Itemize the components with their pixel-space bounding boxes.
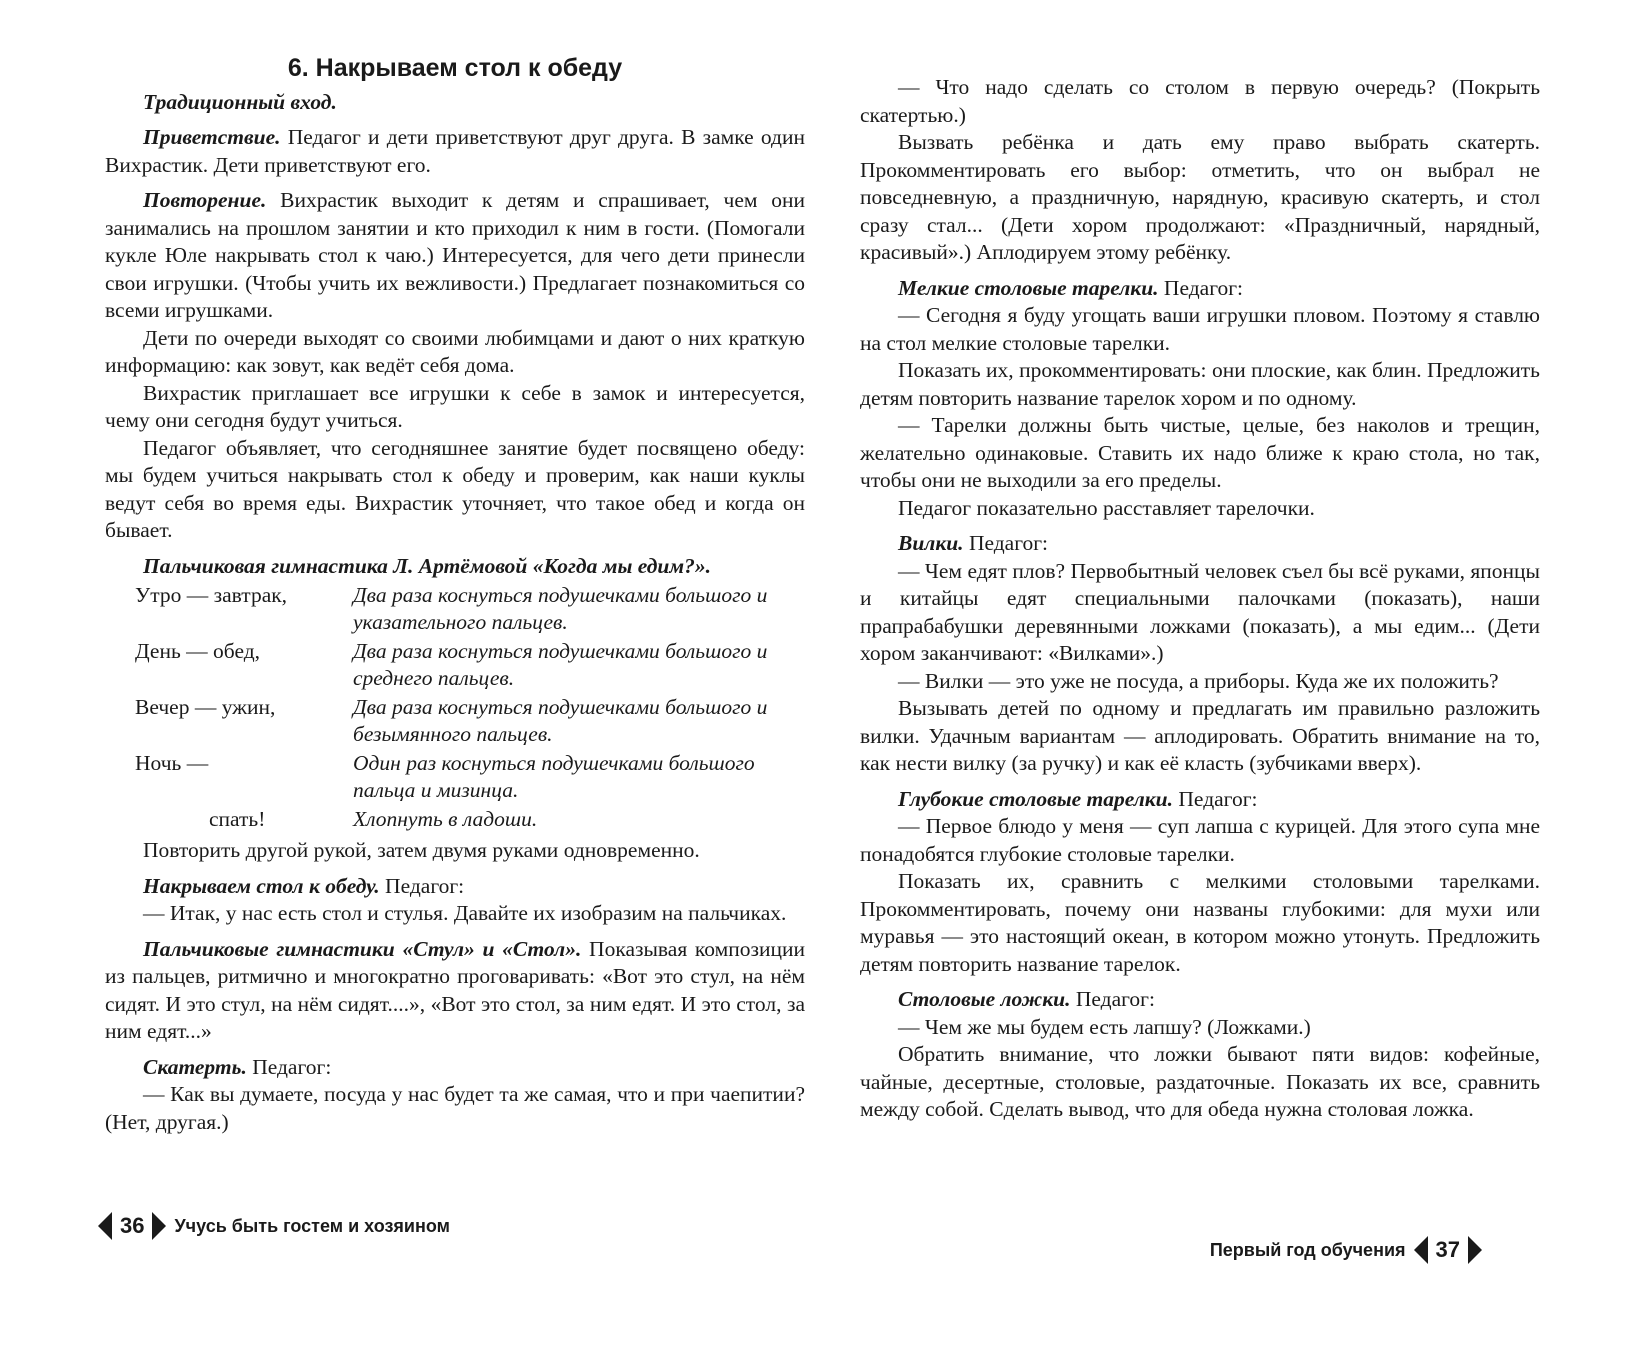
- paragraph-spoons: [860, 986, 1540, 1014]
- page-number: 37: [1435, 1237, 1460, 1262]
- deep-plates-text: Педагог:: [1173, 786, 1258, 811]
- gym-row: [135, 750, 805, 806]
- gym-row-label: Вечер — ужин,: [135, 695, 276, 719]
- gym-row: [135, 582, 805, 638]
- paragraph-lesson-topic: Педагог объявляет, что сегодняшнее занятие будет посвящено обеду: мы будем учиться накрывать стол к обеду и проверим, как наши куклы ведут себя во время еды. Вихрастик уточняет, что такое обед и когда он бывает.: [105, 435, 805, 542]
- deep-plates-lead: Глубокие столовые тарелки.: [898, 786, 1174, 811]
- right-page-body: [860, 74, 1540, 1124]
- gym-row-action: Два раза коснуться подушечками большого и безымянного пальцев.: [353, 695, 768, 746]
- tablecloth-lead: Скатерть.: [143, 1054, 247, 1079]
- paragraph-arrange-forks: Вызывать детей по одному и предлагать им правильно разложить вилки. Удачным вариантам — аплодировать. Обратить внимание на то, как нести вилку (за ручку) и как её класть (зубчиками вверх).: [860, 696, 1540, 775]
- left-page-footer: [98, 1212, 458, 1240]
- paragraph-pilaf: — Сегодня я буду угощать ваши игрушки пловом. Поэтому я ставлю на стол мелкие столовые тарелки.: [860, 303, 1540, 355]
- spoons-lead: Столовые ложки.: [898, 987, 1071, 1011]
- page-number: 36: [120, 1213, 145, 1238]
- left-page-body: [105, 52, 805, 1136]
- running-title: Первый год обучения: [1209, 1239, 1406, 1260]
- finger-gymnastics-table: [135, 582, 805, 835]
- greeting-text: Педагог и дети приветствуют друг друга. В замке один Вихрастик. Дети приветствуют его.: [105, 125, 805, 177]
- gym-row-action: Два раза коснуться подушечками большого и указательного пальцев.: [353, 583, 768, 634]
- paragraph-eat-noodles: — Чем же мы будем есть лапшу? (Ложками.): [898, 1014, 1311, 1039]
- gym-row: [135, 694, 805, 750]
- paragraph-forks: [860, 530, 1540, 558]
- greeting-lead: Приветствие.: [143, 125, 281, 149]
- running-title: Учусь быть гостем и хозяином: [174, 1215, 450, 1236]
- repetition-text: Вихрастик выходит к детям и спрашивает, чем они занимались на прошлом занятии и кто приходил к ним в гости. (Помогали кукле Юле накрывать стол к чаю.) Интересуется, для чего дети принесли свои игрушки. (Чтобы учить их вежливости.) Предлагает познакомиться со всеми игрушками.: [105, 188, 805, 322]
- gym-row-action: Два раза коснуться подушечками большого и среднего пальцев.: [353, 639, 768, 690]
- paragraph-soup: — Первое блюдо у меня — суп лапша с курицей. Для этого супа мне понадобятся глубокие столовые тарелки.: [860, 814, 1540, 866]
- triangle-right-icon: [152, 1212, 166, 1240]
- gym-row-label: Ночь —: [135, 751, 209, 775]
- gym-row-action: Один раз коснуться подушечками большого пальца и мизинца.: [353, 751, 755, 802]
- paragraph-traditional-entry: Традиционный вход.: [143, 89, 337, 114]
- paragraph-table-chairs: — Итак, у нас есть стол и стулья. Давайте их изобразим на пальчиках.: [143, 901, 787, 925]
- paragraph-spoon-types: Обратить внимание, что ложки бывают пяти видов: кофейные, чайные, десертные, столовые, раздаточные. Показать их все, сравнить между собой. Сделать вывод, что для обеда нужна столовая ложка.: [860, 1042, 1540, 1121]
- paragraph-dishes-question: — Как вы думаете, посуда у нас будет та же самая, что и при чаепитии? (Нет, другая.): [105, 1082, 805, 1134]
- forks-lead: Вилки.: [898, 531, 964, 555]
- triangle-left-icon: [1414, 1236, 1428, 1264]
- flat-plates-lead: Мелкие столовые тарелки.: [898, 275, 1159, 300]
- forks-text: Педагог:: [963, 531, 1049, 555]
- section-title: 6. Накрываем стол к обеду: [287, 54, 623, 82]
- right-page-footer: [1202, 1236, 1482, 1264]
- gym-row-label: Утро — завтрак,: [135, 583, 288, 607]
- paragraph-deep-plates: [860, 786, 1540, 814]
- gym-row-label: День — обед,: [135, 639, 261, 663]
- gym-row: [135, 806, 805, 835]
- paragraph-first-thing: — Что надо сделать со столом в первую очередь? (Покрыть скатертью.): [860, 75, 1540, 127]
- paragraph-arranges-plates: Педагог показательно расставляет тарелочки.: [898, 495, 1315, 520]
- paragraph-set-table: [105, 873, 805, 901]
- paragraph-invite: Вихрастик приглашает все игрушки к себе в замок и интересуется, чему они сегодня будут учиться.: [105, 380, 805, 432]
- chair-table-gym-lead: Пальчиковые гимнастики «Стул» и «Стол».: [143, 936, 582, 961]
- paragraph-eat-pilaf: — Чем едят плов? Первобытный человек съел бы всё руками, японцы и китайцы едят специальными палочками (показать), наши прапрабабушки деревянными ложками (показать), а мы едим... (Дети хором заканчивают: «Вилками».): [860, 558, 1540, 665]
- paragraph-greeting: [105, 124, 805, 179]
- spoons-text: Педагог:: [1070, 987, 1155, 1011]
- paragraph-toys-info: Дети по очереди выходят со своими любимцами и дают о них краткую информацию: как зовут, как ведёт себя дома.: [105, 325, 805, 377]
- paragraph-show-plates: Показать их, прокомментировать: они плоские, как блин. Предложить детям повторить название тарелок хором и по одному.: [860, 358, 1540, 410]
- repetition-lead: Повторение.: [143, 188, 267, 212]
- paragraph-choose-tablecloth: Вызвать ребёнка и дать ему право выбрать скатерть. Прокомментировать его выбор: отметить, что он выбрал не повседневную, а праздничную, нарядную, красивую скатерть, и стол сразу стал... (Дети хором продолжают: «Праздничный, нарядный, красивый».) Аплодируем этому ребёнку.: [860, 130, 1540, 264]
- gym-row: [135, 638, 805, 694]
- paragraph-tablecloth: [105, 1054, 805, 1082]
- gym-row-action: Хлопнуть в ладоши.: [353, 807, 538, 831]
- paragraph-repeat-hands: Повторить другой рукой, затем двумя руками одновременно.: [143, 838, 700, 862]
- paragraph-chair-table-gym: [105, 936, 805, 1046]
- set-table-lead: Накрываем стол к обеду.: [143, 873, 380, 898]
- chair-table-gym-text: Показывая композиции из пальцев, ритмично и многократно проговаривать: «Вот это стул, на нём сидят. И это стул, на нём сидят....», «Вот это стол, за ним едят. И это стол, за ним едят...»: [105, 936, 805, 1043]
- paragraph-cutlery: — Вилки — это уже не посуда, а приборы. Куда же их положить?: [898, 668, 1499, 693]
- paragraph-flat-plates: [860, 275, 1540, 303]
- set-table-text: Педагог:: [379, 873, 465, 898]
- tablecloth-text: Педагог:: [246, 1054, 332, 1079]
- triangle-right-icon: [1468, 1236, 1482, 1264]
- flat-plates-text: Педагог:: [1158, 275, 1244, 300]
- finger-gymnastics-title: Пальчиковая гимнастика Л. Артёмовой «Когда мы едим?».: [143, 553, 711, 578]
- gym-row-label: спать!: [209, 807, 266, 831]
- triangle-left-icon: [98, 1212, 112, 1240]
- paragraph-plates-rules: — Тарелки должны быть чистые, целые, без наколов и трещин, желательно одинаковые. Ставить их надо ближе к краю стола, но так, чтобы они не выходили за его пределы.: [860, 413, 1540, 492]
- paragraph-compare-plates: Показать их, сравнить с мелкими столовыми тарелками. Прокомментировать, почему они названы глубокими: для мухи или муравья — это настоящий океан, в котором можно утонуть. Предложить детям повторить название тарелок.: [860, 869, 1540, 976]
- paragraph-repetition: [105, 187, 805, 325]
